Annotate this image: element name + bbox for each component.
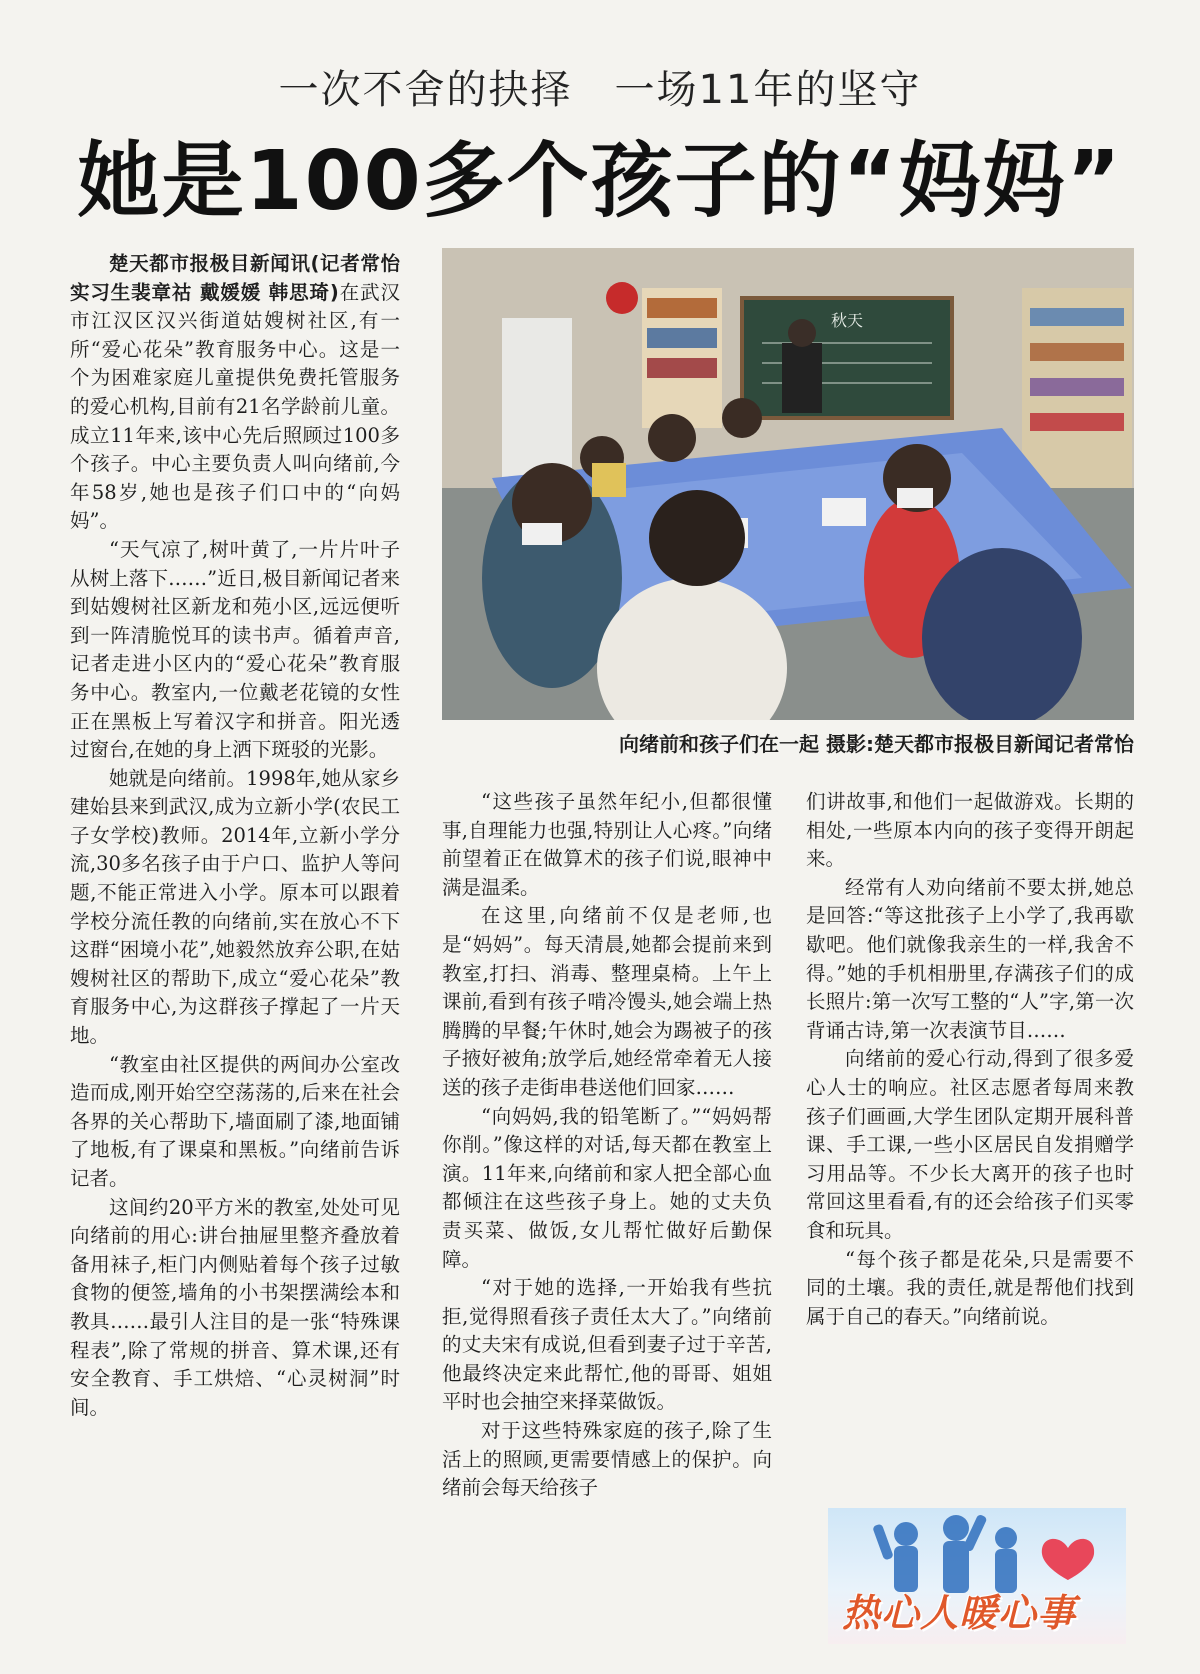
article-paragraph: “向妈妈,我的铅笔断了。”“妈妈帮你削。”像这样的对话,每天都在教室上演。11年来,向绪前和家人把全部心血都倾注在这些孩子身上。她的丈夫负责买菜、做饭,女儿帮忙做好后勤保障。: [442, 1104, 772, 1271]
blackboard-title: 秋天: [830, 311, 864, 330]
headline: 她是100多个孩子的“妈妈”: [77, 134, 1123, 229]
article-paragraph: 们讲故事,和他们一起做游戏。长期的相处,一些原本内向的孩子变得开朗起来。: [806, 790, 1134, 871]
heart-icon: [1042, 1539, 1094, 1580]
subheadline: 一次不舍的抉择 一场11年的坚守: [278, 67, 922, 113]
photo-caption: 向绪前和孩子们在一起 摄影:楚天都市报极目新闻记者常怡: [619, 732, 1134, 756]
classroom-photo-illustration: [442, 248, 1134, 720]
column-logo: [828, 1508, 1126, 1644]
article-paragraph: “这些孩子虽然年纪小,但都很懂事,自理能力也强,特别让人心疼。”向绪前望着正在做算术的孩子们说,眼神中满是温柔。: [442, 790, 772, 899]
article-paragraph: 她就是向绪前。1998年,她从家乡建始县来到武汉,成为立新小学(农民工子女学校)教师。2014年,立新小学分流,30多名孩子由于户口、监护人等问题,不能正常进入小学。原本可以跟着学校分流任教的向绪前,实在放心不下这群“困境小花”,她毅然放弃公职,在姑嫂树社区的帮助下,成立“爱心花朵”教育服务中心,为这群孩子撑起了一片天地。: [70, 766, 400, 1048]
dateline: 楚天都市报极目新闻讯(记者常怡 实习生裴章祜 戴媛媛 韩思琦): [70, 252, 400, 304]
article-paragraph: “教室由社区提供的两间办公室改造而成,刚开始空空荡荡的,后来在社会各界的关心帮助下,墙面刷了漆,地面铺了地板,有了课桌和黑板。”向绪前告诉记者。: [70, 1052, 400, 1190]
article-paragraph: 楚天都市报极目新闻讯(记者常怡 实习生裴章祜 戴媛媛 韩思琦)在武汉市江汉区汉兴街道姑嫂树社区,有一所“爱心花朵”教育服务中心。这是一个为困难家庭儿童提供免费托管服务的爱心机构,目前有21名学龄前儿童。成立11年来,该中心先后照顾过100多个孩子。中心主要负责人叫向绪前,今年58岁,她也是孩子们口中的“向妈妈”。: [70, 252, 400, 533]
article-column-1: [70, 250, 400, 1650]
article-paragraph: “对于她的选择,一开始我有些抗拒,觉得照看孩子责任太大了。”向绪前的丈夫宋有成说,但看到妻子过于辛苦,他最终决定来此帮忙,他的哥哥、姐姐平时也会抽空来择菜做饭。: [442, 1276, 772, 1414]
article-column-3: [806, 788, 1134, 1468]
article-paragraph: 在这里,向绪前不仅是老师,也是“妈妈”。每天清晨,她都会提前来到教室,打扫、消毒、整理桌椅。上午上课前,看到有孩子啃冷馒头,她会端上热腾腾的早餐;午休时,她会为踢被子的孩子掖好被角;放学后,她经常牵着无人接送的孩子走街串巷送他们回家……: [442, 904, 772, 1099]
article-paragraph: 对于这些特殊家庭的孩子,除了生活上的照顾,更需要情感上的保护。向绪前会每天给孩子: [442, 1419, 772, 1500]
article-paragraph: “天气凉了,树叶黄了,一片片叶子从树上落下……”近日,极目新闻记者来到姑嫂树社区新龙和苑小区,远远便听到一阵清脆悦耳的读书声。循着声音,记者走进小区内的“爱心花朵”教育服务中心。教室内,一位戴老花镜的女性正在黑板上写着汉字和拼音。阳光透过窗台,在她的身上洒下斑驳的光影。: [70, 537, 400, 762]
article-paragraph: 向绪前的爱心行动,得到了很多爱心人士的响应。社区志愿者每周来教孩子们画画,大学生团队定期开展科普课、手工课,一些小区居民自发捐赠学习用品等。不少长大离开的孩子也时常回这里看看,有的还会给孩子们买零食和玩具。: [806, 1047, 1134, 1242]
article-paragraph: 经常有人劝向绪前不要太拼,她总是回答:“等这批孩子上小学了,我再歇歇吧。他们就像我亲生的一样,我舍不得。”她的手机相册里,存满孩子们的成长照片:第一次写工整的“人”字,第一次背诵古诗,第一次表演节目……: [806, 875, 1134, 1042]
column-logo-text: 热心人暖心事: [842, 1591, 1077, 1635]
article-paragraph: 这间约20平方米的教室,处处可见向绪前的用心:讲台抽屉里整齐叠放着备用袜子,柜门内侧贴着每个孩子过敏食物的便签,墙角的小书架摆满绘本和教具……最引人注目的是一张“特殊课程表”,除了常规的拼音、算术课,还有安全教育、手工烘焙、“心灵树洞”时间。: [70, 1195, 400, 1419]
article-paragraph: “每个孩子都是花朵,只是需要不同的土壤。我的责任,就是帮他们找到属于自己的春天。”向绪前说。: [806, 1247, 1134, 1328]
classroom-photo: [442, 248, 1134, 720]
article-column-2: [442, 788, 772, 1648]
